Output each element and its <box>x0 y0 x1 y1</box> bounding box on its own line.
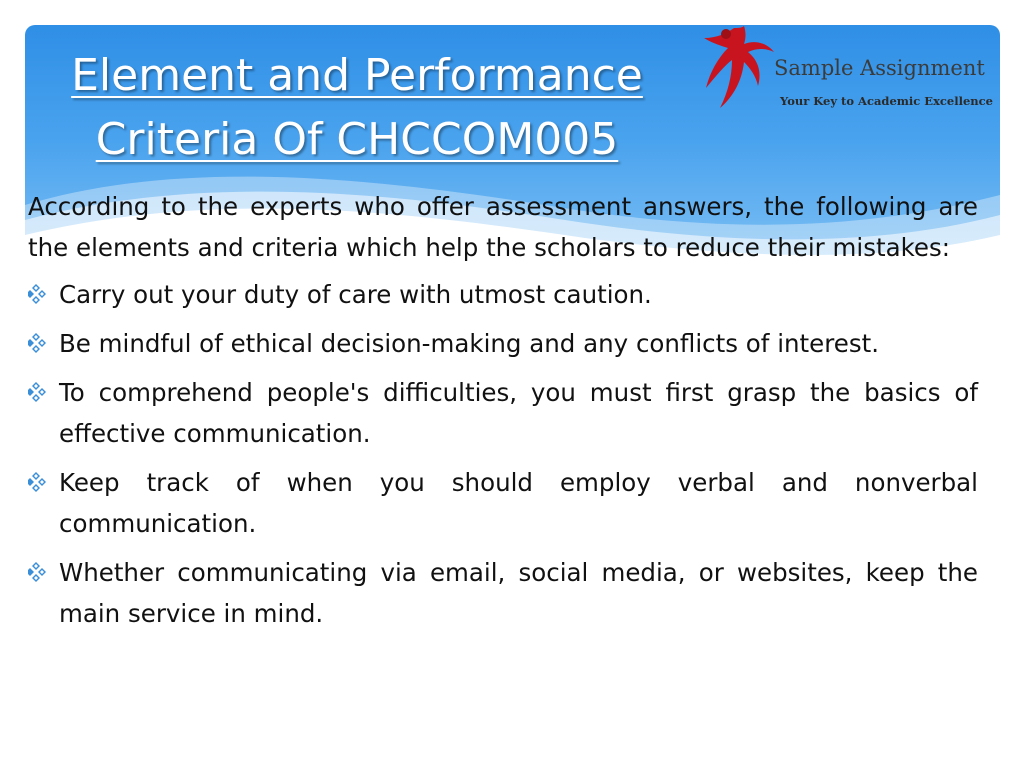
slide-title <box>32 44 682 172</box>
title-line-1: Element and Performance <box>71 50 643 101</box>
diamond-bullet-icon <box>28 331 54 355</box>
diamond-bullet-icon <box>28 470 54 494</box>
slide-body <box>28 186 978 642</box>
sample-assignment-logo <box>696 26 1000 112</box>
list-item <box>28 372 978 454</box>
bullet-text: Be mindful of ethical decision-making and any conflicts of interest. <box>59 329 879 358</box>
list-item <box>28 552 978 634</box>
bullet-list <box>28 274 978 634</box>
bullet-text: Whether communicating via email, social media, or websites, keep the main service in mind. <box>59 558 978 628</box>
list-item <box>28 323 978 364</box>
bullet-text: Carry out your duty of care with utmost caution. <box>59 280 652 309</box>
intro-paragraph: According to the experts who offer assessment answers, the following are the elements and criteria which help the scholars to reduce their mistakes: <box>28 192 978 262</box>
bullet-text: Keep track of when you should employ verbal and nonverbal communication. <box>59 468 978 538</box>
diamond-bullet-icon <box>28 380 54 404</box>
logo-figure-icon <box>696 26 776 112</box>
diamond-bullet-icon <box>28 282 54 306</box>
logo-name: Sample Assignment <box>774 56 985 80</box>
list-item <box>28 462 978 544</box>
logo-tagline: Your Key to Academic Excellence <box>780 94 993 108</box>
bullet-text: To comprehend people's difficulties, you must first grasp the basics of effective communication. <box>59 378 978 448</box>
title-line-2: Criteria Of CHCCOM005 <box>95 114 619 165</box>
diamond-bullet-icon <box>28 560 54 584</box>
list-item <box>28 274 978 315</box>
